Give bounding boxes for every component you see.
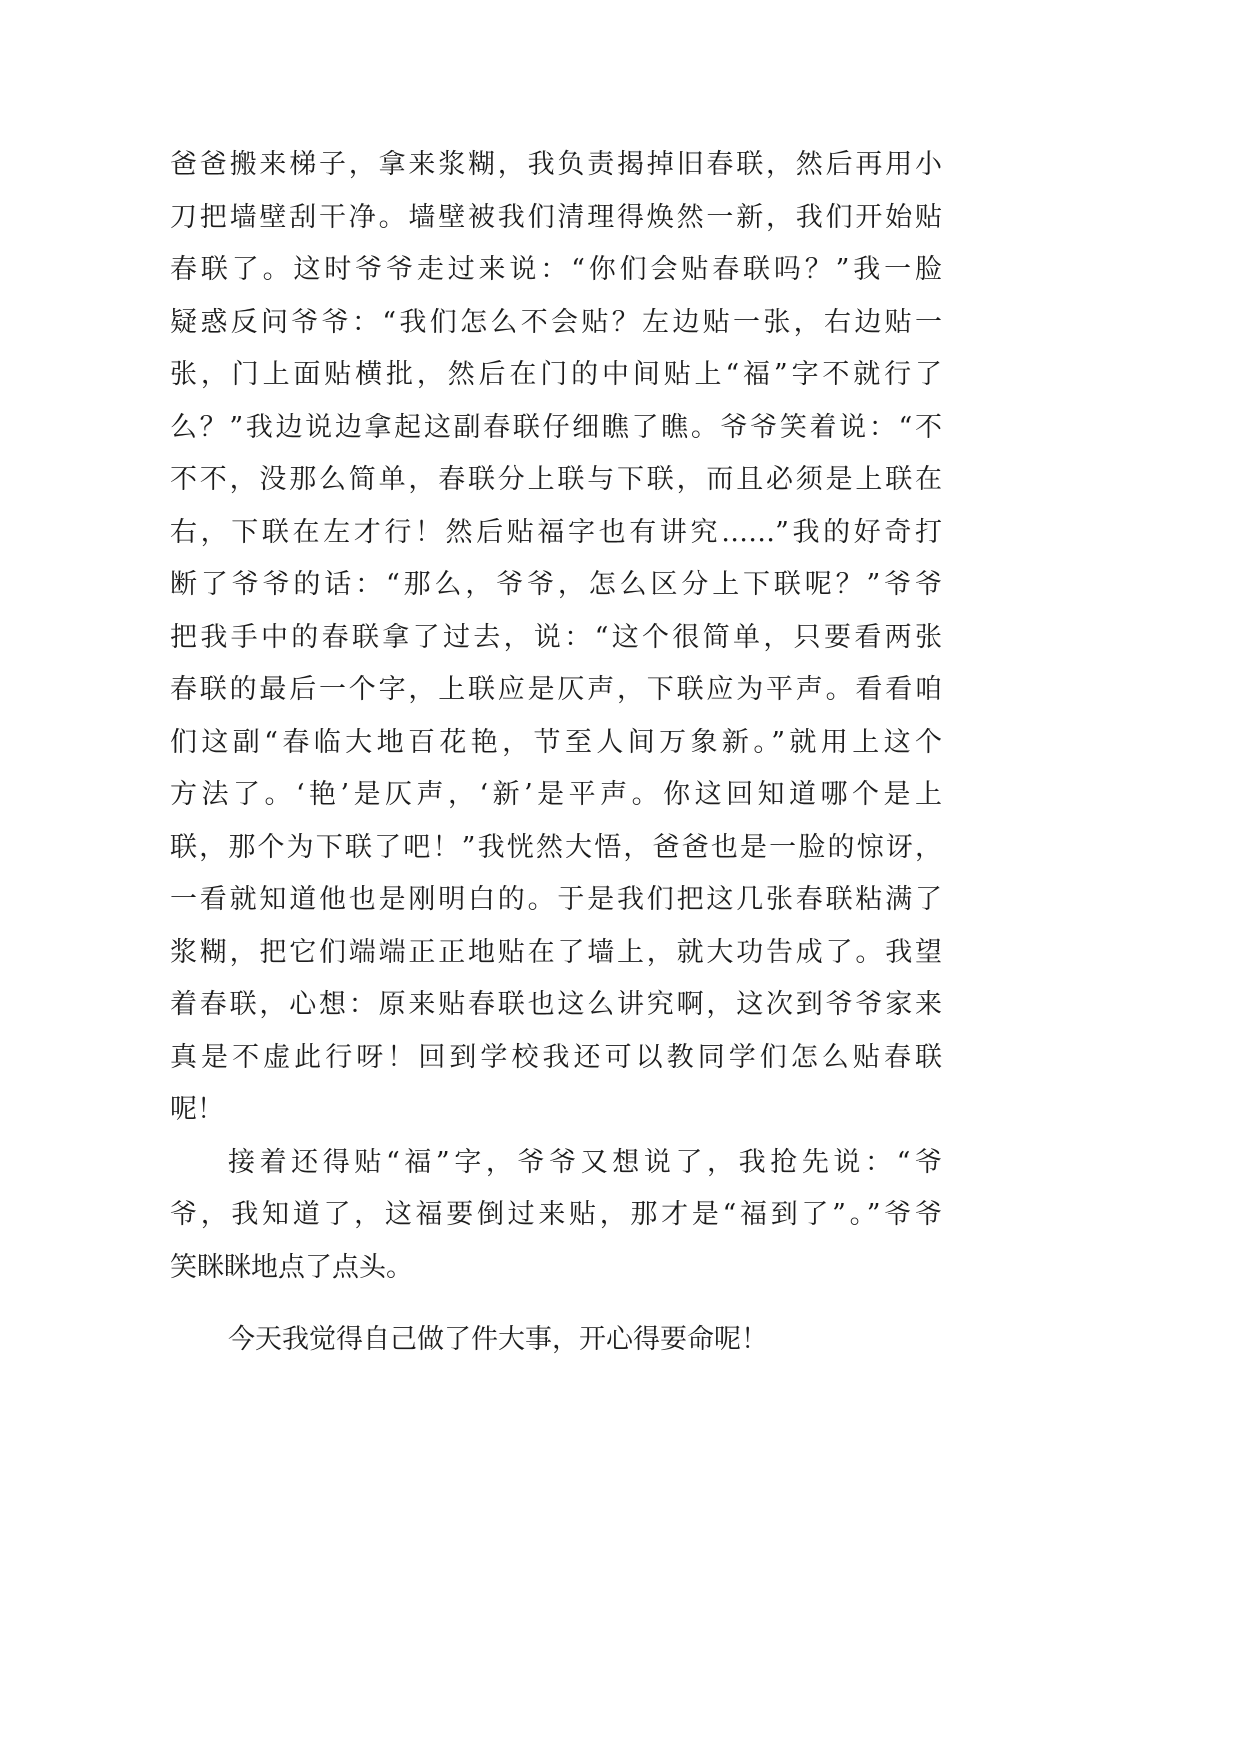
- text-line: 爸爸搬来梯子，拿来浆糊，我负责揭掉旧春联，然后再用小: [170, 149, 942, 180]
- text-line: 今天我觉得自己做了件大事，开心得要命呢！: [228, 1324, 768, 1355]
- text-line: 右，下联在左才行！然后贴福字也有讲究……”我的好奇打: [170, 516, 942, 548]
- text-line: 么？”我边说边拿起这副春联仔细瞧了瞧。爷爷笑着说：“不: [170, 411, 942, 443]
- text-line: 接着还得贴“福”字，爷爷又想说了，我抢先说：“爷: [228, 1146, 942, 1178]
- paragraph-1: [170, 139, 942, 1137]
- text-line: 着春联，心想：原来贴春联也这么讲究啊，这次到爷爷家来: [170, 989, 942, 1020]
- text-line: 爷，我知道了，这福要倒过来贴，那才是“福到了”。”爷爷: [170, 1199, 942, 1230]
- text-line: 方法了。‘艳’是仄声，‘新’是平声。你这回知道哪个是上: [170, 779, 942, 810]
- text-line: 笑眯眯地点了点头。: [170, 1251, 413, 1283]
- text-line: 一看就知道他也是刚明白的。于是我们把这几张春联粘满了: [170, 884, 942, 915]
- text-line: 联，那个为下联了吧！”我恍然大悟，爸爸也是一脸的惊讶，: [170, 831, 942, 863]
- text-line: 张，门上面贴横批，然后在门的中间贴上“福”字不就行了: [170, 359, 942, 390]
- text-line: 刀把墙壁刮干净。墙壁被我们清理得焕然一新，我们开始贴: [170, 201, 942, 233]
- text-line: 不不，没那么简单，春联分上联与下联，而且必须是上联在: [170, 464, 942, 495]
- paragraph-2: [170, 1137, 942, 1295]
- text-line: 浆糊，把它们端端正正地贴在了墙上，就大功告成了。我望: [170, 936, 942, 968]
- text-line: 呢！: [170, 1094, 224, 1125]
- text-line: 把我手中的春联拿了过去，说：“这个很简单，只要看两张: [170, 621, 942, 653]
- text-line: 们这副“春临大地百花艳，节至人间万象新。”就用上这个: [170, 726, 942, 758]
- text-line: 春联的最后一个字，上联应是仄声，下联应为平声。看看咱: [170, 674, 942, 705]
- paragraph-3: [170, 1314, 942, 1367]
- text-line: 断了爷爷的话：“那么，爷爷，怎么区分上下联呢？”爷爷: [170, 569, 942, 600]
- text-line: 真是不虚此行呀！回到学校我还可以教同学们怎么贴春联: [170, 1041, 942, 1073]
- body-text: [170, 139, 942, 1367]
- text-line: 疑惑反问爷爷：“我们怎么不会贴？左边贴一张，右边贴一: [170, 306, 942, 338]
- text-line: 春联了。这时爷爷走过来说：“你们会贴春联吗？”我一脸: [170, 254, 942, 285]
